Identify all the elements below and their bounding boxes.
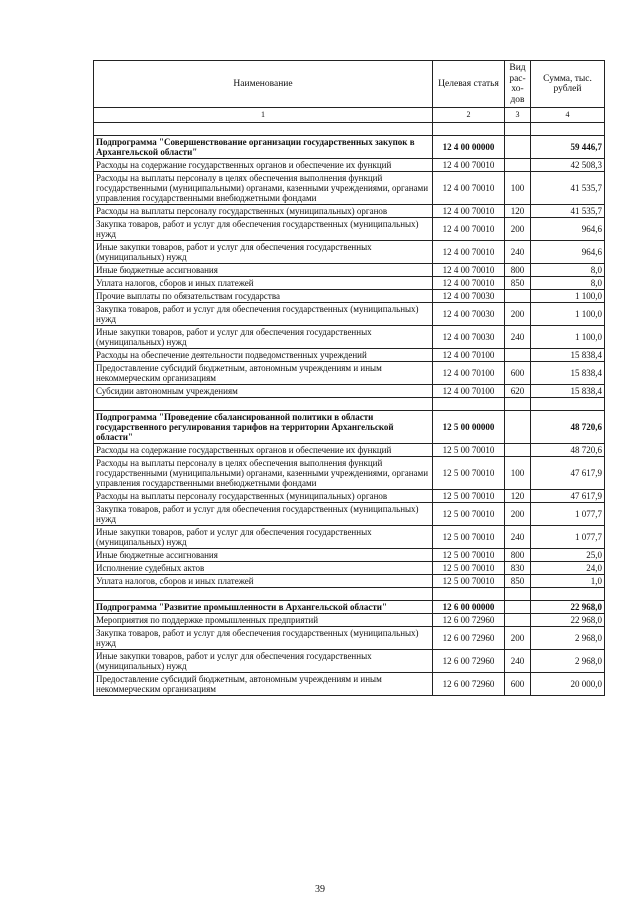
page-number: 39	[315, 884, 325, 895]
cell-vid: 200	[505, 503, 531, 526]
spacer-row	[94, 588, 605, 601]
spacer-cell	[505, 123, 531, 136]
cell-vid: 240	[505, 650, 531, 673]
table-row	[94, 362, 605, 385]
cell-name: Подпрограмма "Совершенствование организации государственных закупок в Архангельской области"	[94, 136, 433, 159]
cell-sum: 47 617,9	[531, 457, 605, 490]
cell-code: 12 5 00 70010	[433, 457, 505, 490]
cell-code: 12 5 00 00000	[433, 411, 505, 444]
cell-sum: 47 617,9	[531, 490, 605, 503]
cell-name: Исполнение судебных актов	[94, 562, 433, 575]
table-row	[94, 627, 605, 650]
spacer-row	[94, 398, 605, 411]
cell-code: 12 6 00 72960	[433, 614, 505, 627]
table-row	[94, 549, 605, 562]
cell-sum: 22 968,0	[531, 614, 605, 627]
column-index-row	[94, 108, 605, 123]
spacer-cell	[505, 588, 531, 601]
cell-code: 12 6 00 72960	[433, 650, 505, 673]
cell-name: Субсидии автономным учреждениям	[94, 385, 433, 398]
table-row	[94, 290, 605, 303]
cell-code: 12 4 00 70030	[433, 290, 505, 303]
spacer-cell	[433, 588, 505, 601]
cell-sum: 22 968,0	[531, 601, 605, 614]
cell-name: Закупка товаров, работ и услуг для обеспечения государственных (муниципальных) нужд	[94, 303, 433, 326]
cell-code: 12 5 00 70010	[433, 503, 505, 526]
table-row	[94, 650, 605, 673]
cell-sum: 15 838,4	[531, 349, 605, 362]
cell-sum: 964,6	[531, 218, 605, 241]
cell-sum: 1,0	[531, 575, 605, 588]
cell-code: 12 4 00 70010	[433, 218, 505, 241]
cell-vid: 600	[505, 673, 531, 696]
cell-sum: 2 968,0	[531, 627, 605, 650]
column-index: 3	[505, 108, 531, 123]
cell-code: 12 4 00 70010	[433, 264, 505, 277]
cell-name: Расходы на выплаты персоналу государственных (муниципальных) органов	[94, 490, 433, 503]
cell-code: 12 4 00 70100	[433, 362, 505, 385]
cell-name: Иные закупки товаров, работ и услуг для обеспечения государственных (муниципальных) нужд	[94, 526, 433, 549]
cell-sum: 1 100,0	[531, 326, 605, 349]
cell-code: 12 5 00 70010	[433, 490, 505, 503]
table-row	[94, 490, 605, 503]
table-row	[94, 457, 605, 490]
budget-table	[93, 60, 605, 696]
spacer-cell	[531, 588, 605, 601]
cell-sum: 8,0	[531, 277, 605, 290]
cell-sum: 41 535,7	[531, 205, 605, 218]
cell-sum: 8,0	[531, 264, 605, 277]
cell-sum: 48 720,6	[531, 411, 605, 444]
cell-vid: 100	[505, 172, 531, 205]
spacer-cell	[531, 123, 605, 136]
cell-name: Иные закупки товаров, работ и услуг для обеспечения государственных (муниципальных) нужд	[94, 241, 433, 264]
table-row	[94, 218, 605, 241]
table-row	[94, 205, 605, 218]
cell-name: Закупка товаров, работ и услуг для обеспечения государственных (муниципальных) нужд	[94, 218, 433, 241]
cell-sum: 25,0	[531, 549, 605, 562]
cell-sum: 42 508,3	[531, 159, 605, 172]
cell-name: Предоставление субсидий бюджетным, автономным учреждениям и иным некоммерческим организациям	[94, 362, 433, 385]
cell-sum: 1 077,7	[531, 503, 605, 526]
cell-sum: 24,0	[531, 562, 605, 575]
cell-code: 12 4 00 70100	[433, 385, 505, 398]
cell-code: 12 5 00 70010	[433, 526, 505, 549]
cell-vid	[505, 411, 531, 444]
cell-name: Предоставление субсидий бюджетным, автономным учреждениям и иным некоммерческим организациям	[94, 673, 433, 696]
cell-vid: 800	[505, 549, 531, 562]
table-row	[94, 385, 605, 398]
cell-sum: 964,6	[531, 241, 605, 264]
cell-sum: 1 100,0	[531, 303, 605, 326]
cell-vid	[505, 290, 531, 303]
cell-code: 12 4 00 70030	[433, 303, 505, 326]
header-sum: Сумма, тыс. рублей	[531, 61, 605, 108]
cell-vid	[505, 601, 531, 614]
table-row	[94, 444, 605, 457]
table-row	[94, 264, 605, 277]
spacer-cell	[433, 123, 505, 136]
cell-vid: 240	[505, 241, 531, 264]
cell-vid: 830	[505, 562, 531, 575]
cell-name: Расходы на выплаты персоналу государственных (муниципальных) органов	[94, 205, 433, 218]
cell-vid	[505, 444, 531, 457]
cell-sum: 41 535,7	[531, 172, 605, 205]
cell-vid: 120	[505, 490, 531, 503]
cell-sum: 1 077,7	[531, 526, 605, 549]
cell-sum: 20 000,0	[531, 673, 605, 696]
cell-code: 12 6 00 72960	[433, 627, 505, 650]
cell-vid	[505, 136, 531, 159]
header-row	[94, 61, 605, 108]
cell-code: 12 5 00 70010	[433, 444, 505, 457]
cell-name: Иные бюджетные ассигнования	[94, 549, 433, 562]
cell-vid	[505, 349, 531, 362]
cell-vid: 800	[505, 264, 531, 277]
cell-vid: 850	[505, 575, 531, 588]
spacer-cell	[505, 398, 531, 411]
cell-vid	[505, 159, 531, 172]
cell-vid: 200	[505, 627, 531, 650]
cell-code: 12 5 00 70010	[433, 562, 505, 575]
table-row	[94, 575, 605, 588]
cell-name: Расходы на содержание государственных органов и обеспечение их функций	[94, 159, 433, 172]
table-row	[94, 503, 605, 526]
cell-vid: 240	[505, 326, 531, 349]
budget-table-body	[94, 61, 605, 696]
spacer-cell	[94, 123, 433, 136]
spacer-cell	[94, 588, 433, 601]
cell-name: Расходы на выплаты персоналу в целях обеспечения выполнения функций государственными (муниципальными) органами, казенными учреждениями, органами управления государственными внебюджетными фондами	[94, 172, 433, 205]
cell-sum: 48 720,6	[531, 444, 605, 457]
table-row	[94, 562, 605, 575]
column-index: 4	[531, 108, 605, 123]
cell-name: Иные закупки товаров, работ и услуг для обеспечения государственных (муниципальных) нужд	[94, 650, 433, 673]
cell-vid: 100	[505, 457, 531, 490]
cell-code: 12 4 00 70010	[433, 277, 505, 290]
cell-code: 12 4 00 70100	[433, 349, 505, 362]
cell-name: Расходы на содержание государственных органов и обеспечение их функций	[94, 444, 433, 457]
cell-vid	[505, 614, 531, 627]
table-row	[94, 614, 605, 627]
cell-code: 12 6 00 00000	[433, 601, 505, 614]
cell-name: Иные бюджетные ассигнования	[94, 264, 433, 277]
cell-sum: 1 100,0	[531, 290, 605, 303]
spacer-row	[94, 123, 605, 136]
cell-name: Расходы на обеспечение деятельности подведомственных учреждений	[94, 349, 433, 362]
cell-vid: 120	[505, 205, 531, 218]
subprogram-row	[94, 411, 605, 444]
table-row	[94, 172, 605, 205]
cell-sum: 15 838,4	[531, 385, 605, 398]
cell-code: 12 4 00 00000	[433, 136, 505, 159]
column-index: 1	[94, 108, 433, 123]
table-row	[94, 159, 605, 172]
cell-sum: 59 446,7	[531, 136, 605, 159]
table-row	[94, 241, 605, 264]
table-row	[94, 303, 605, 326]
column-index: 2	[433, 108, 505, 123]
cell-vid: 240	[505, 526, 531, 549]
cell-name: Прочие выплаты по обязательствам государства	[94, 290, 433, 303]
header-code: Целевая статья	[433, 61, 505, 108]
cell-code: 12 6 00 72960	[433, 673, 505, 696]
cell-vid: 850	[505, 277, 531, 290]
table-row	[94, 526, 605, 549]
cell-name: Расходы на выплаты персоналу в целях обеспечения выполнения функций государственными (муниципальными) органами, казенными учреждениями, органами управления государственными внебюджетными фондами	[94, 457, 433, 490]
cell-vid: 200	[505, 303, 531, 326]
cell-name: Уплата налогов, сборов и иных платежей	[94, 575, 433, 588]
cell-name: Закупка товаров, работ и услуг для обеспечения государственных (муниципальных) нужд	[94, 627, 433, 650]
table-row	[94, 277, 605, 290]
cell-code: 12 4 00 70010	[433, 241, 505, 264]
cell-code: 12 5 00 70010	[433, 575, 505, 588]
subprogram-row	[94, 601, 605, 614]
cell-sum: 2 968,0	[531, 650, 605, 673]
table-row	[94, 349, 605, 362]
cell-vid: 620	[505, 385, 531, 398]
cell-name: Иные закупки товаров, работ и услуг для обеспечения государственных (муниципальных) нужд	[94, 326, 433, 349]
cell-code: 12 4 00 70010	[433, 172, 505, 205]
table-row	[94, 326, 605, 349]
spacer-cell	[531, 398, 605, 411]
spacer-cell	[94, 398, 433, 411]
cell-code: 12 4 00 70030	[433, 326, 505, 349]
cell-name: Подпрограмма "Развитие промышленности в Архангельской области"	[94, 601, 433, 614]
cell-vid: 600	[505, 362, 531, 385]
table-row	[94, 673, 605, 696]
header-vid: Вид рас- хо- дов	[505, 61, 531, 108]
cell-vid: 200	[505, 218, 531, 241]
cell-code: 12 5 00 70010	[433, 549, 505, 562]
cell-code: 12 4 00 70010	[433, 205, 505, 218]
subprogram-row	[94, 136, 605, 159]
cell-name: Мероприятия по поддержке промышленных предприятий	[94, 614, 433, 627]
header-name: Наименование	[94, 61, 433, 108]
cell-code: 12 4 00 70010	[433, 159, 505, 172]
cell-name: Закупка товаров, работ и услуг для обеспечения государственных (муниципальных) нужд	[94, 503, 433, 526]
cell-sum: 15 838,4	[531, 362, 605, 385]
cell-name: Уплата налогов, сборов и иных платежей	[94, 277, 433, 290]
cell-name: Подпрограмма "Проведение сбалансированной политики в области государственного регулирования тарифов на территории Архангельской области"	[94, 411, 433, 444]
spacer-cell	[433, 398, 505, 411]
